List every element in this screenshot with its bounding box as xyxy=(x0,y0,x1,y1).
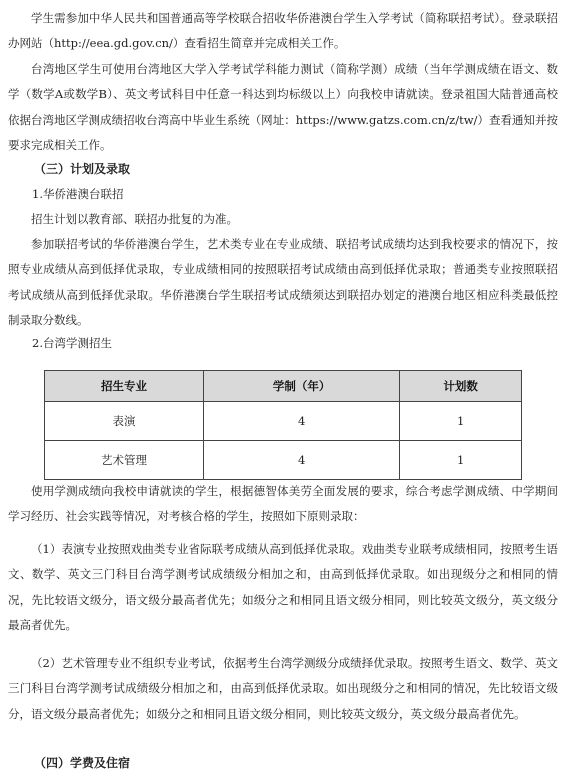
subheading-joint-exam: 1.华侨港澳台联招 xyxy=(32,187,124,201)
subheading-taiwan-gsat: 2.台湾学测招生 xyxy=(32,336,112,350)
section-heading-plan-admission: （三）计划及录取 xyxy=(34,162,131,176)
table-row xyxy=(45,441,522,480)
table-header-major: 招生专业 xyxy=(45,371,204,402)
paragraph-joint-exam: 学生需参加中华人民共和国普通高等学校联合招收华侨港澳台学生入学考试（简称联招考试）。登录联招办网站（http://eea.gd.gov.cn/）查看招生简章并完成相关工作。 xyxy=(8,11,558,51)
paragraph-gsat-admission-intro: 使用学测成绩向我校申请就读的学生，根据德智体美劳全面发展的要求，综合考虑学测成绩、中学期间学习经历、社会实践等情况，对考核合格的学生，按照如下原则录取： xyxy=(8,484,558,524)
table-cell-major: 表演 xyxy=(45,402,204,441)
table-cell-duration: 4 xyxy=(204,441,400,480)
paragraph-rule-performance: （1）表演专业按照戏曲类专业省际联考成绩从高到低择优录取。戏曲类专业联考成绩相同，按照考生语文、数学、英文三门科目台湾学测考试成绩级分相加之和，由高到低择优录取。如出现级分之和相同的情况，先比较语文级分，语文级分最高者优先；如级分之和相同且语文级分相同，则比较英文级分，英文级分最高者优先。 xyxy=(8,542,558,633)
enrollment-plan-table xyxy=(44,370,522,480)
table-row xyxy=(45,402,522,441)
table-header-duration: 学制（年） xyxy=(204,371,400,402)
paragraph-joint-exam-admission: 参加联招考试的华侨港澳台学生，艺术类专业在专业成绩、联招考试成绩均达到我校要求的情况下，按照专业成绩从高到低择优录取，专业成绩相同的按照联招考试成绩由高到低择优录取；普通类专业按照联招考试成绩从高到低择优录取。华侨港澳台学生联招考试成绩须达到联招办划定的港澳台地区相应科类最低控制录取分数线。 xyxy=(8,237,558,328)
section-heading-tuition-housing: （四）学费及住宿 xyxy=(34,756,131,770)
table-cell-duration: 4 xyxy=(204,402,400,441)
table-header-quota: 计划数 xyxy=(400,371,522,402)
paragraph-rule-arts-management: （2）艺术管理专业不组织专业考试，依据考生台湾学测级分成绩择优录取。按照考生语文、数学、英文三门科目台湾学测考试成绩级分相加之和，由高到低择优录取。如出现级分之和相同的情况，先比较语文级分，语文级分最高者优先；如级分之和相同且语文级分相同，则比较英文级分，英文级分最高者优先。 xyxy=(8,656,558,721)
table-cell-quota: 1 xyxy=(400,441,522,480)
paragraph-taiwan-gsat: 台湾地区学生可使用台湾地区大学入学考试学科能力测试（简称学测）成绩（当年学测成绩在语文、数学（数学A或数学B）、英文考试科目中任意一科达到均标级以上）向我校申请就读。登录祖国大陆普通高校依据台湾地区学测成绩招收台湾高中毕业生系统（网址：https://www.gatzs.com.cn/z/tw/）查看通知并按要求完成相关工作。 xyxy=(8,62,558,153)
paragraph-enrollment-plan: 招生计划以教育部、联招办批复的为准。 xyxy=(31,212,238,226)
table-cell-quota: 1 xyxy=(400,402,522,441)
table-cell-major: 艺术管理 xyxy=(45,441,204,480)
table-header-row xyxy=(45,371,522,402)
